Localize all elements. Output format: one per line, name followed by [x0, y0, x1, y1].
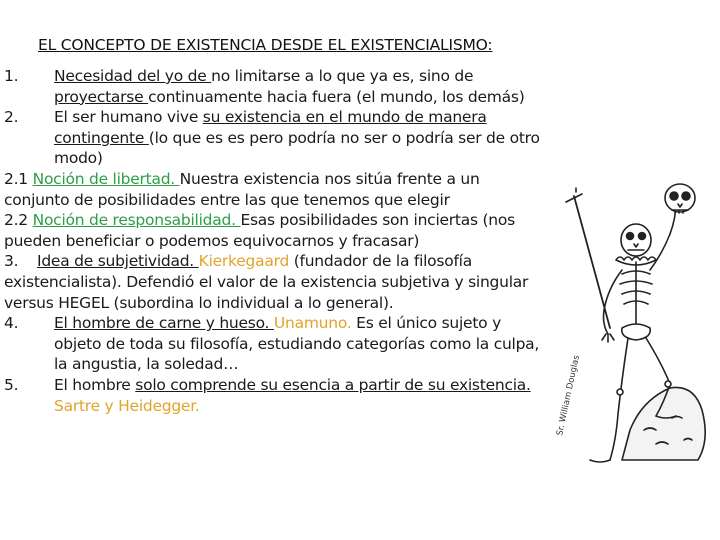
content-list — [4, 66, 542, 416]
item-text: continuamente hacia fuera (el mundo, los demás) — [148, 87, 525, 106]
item-number: 2. — [4, 108, 19, 127]
skeleton-holding-skull-icon — [552, 178, 718, 480]
list-item-4 — [4, 313, 542, 375]
list-item-2-1 — [4, 169, 542, 210]
item-text: El ser humano vive — [54, 108, 203, 127]
item-text: no limitarse a lo que ya es, sino de — [211, 67, 474, 85]
item-text: Es el único sujeto y objeto de toda su filosofía, estudiando categorías como la culpa, la angustia, la soledad… — [54, 314, 540, 374]
item-text: (fundador de la filosofía existencialista). Defendió el valor de la existencia subjetiva y singular versus HEGEL (subordina lo individual a lo general). — [4, 252, 529, 312]
philosopher-name: Unamuno. — [273, 314, 352, 333]
philosopher-name: Sartre y Heidegger. — [54, 396, 200, 415]
underlined-phrase: solo comprende su esencia a partir de su existencia. — [135, 375, 531, 394]
list-item-2-2 — [4, 210, 542, 251]
list-item-5 — [4, 375, 542, 416]
item-text: Esas posibilidades son inciertas (nos pueden beneficiar o podemos equivocarnos y fracasar) — [4, 211, 515, 250]
item-number: 1. — [4, 67, 19, 85]
svg-text:Sr. William Douglas: Sr. William Douglas — [555, 354, 582, 437]
list-item-1 — [4, 66, 542, 107]
slide-title: EL CONCEPTO DE EXISTENCIA DESDE EL EXISTENCIALISMO: — [38, 36, 493, 54]
item-number: 2.2 — [4, 211, 28, 230]
list-item-3 — [4, 251, 542, 313]
underlined-phrase: Necesidad del yo de — [54, 67, 212, 85]
item-number: 3. — [4, 252, 19, 271]
underlined-phrase: proyectarse — [54, 87, 149, 106]
underlined-phrase: El hombre de carne y hueso. — [54, 314, 274, 333]
item-number: 2.1 — [4, 169, 28, 188]
green-label: Noción de libertad. — [32, 169, 180, 188]
item-text: El hombre — [54, 375, 136, 394]
underlined-phrase: su existencia en el mundo de manera contingente — [54, 108, 487, 147]
item-text: Nuestra existencia nos sitúa frente a un conjunto de posibilidades entre las que tenemos que elegir — [4, 169, 480, 209]
item-number: 4. — [4, 314, 19, 333]
item-number: 5. — [4, 375, 19, 394]
item-text: (lo que es es pero podría no ser o podría ser de otro modo) — [54, 128, 540, 168]
green-label: Noción de responsabilidad. — [32, 211, 241, 230]
philosopher-name: Kierkegaard — [198, 252, 290, 271]
underlined-phrase: Idea de subjetividad. — [37, 252, 199, 271]
list-item-2 — [4, 107, 542, 169]
